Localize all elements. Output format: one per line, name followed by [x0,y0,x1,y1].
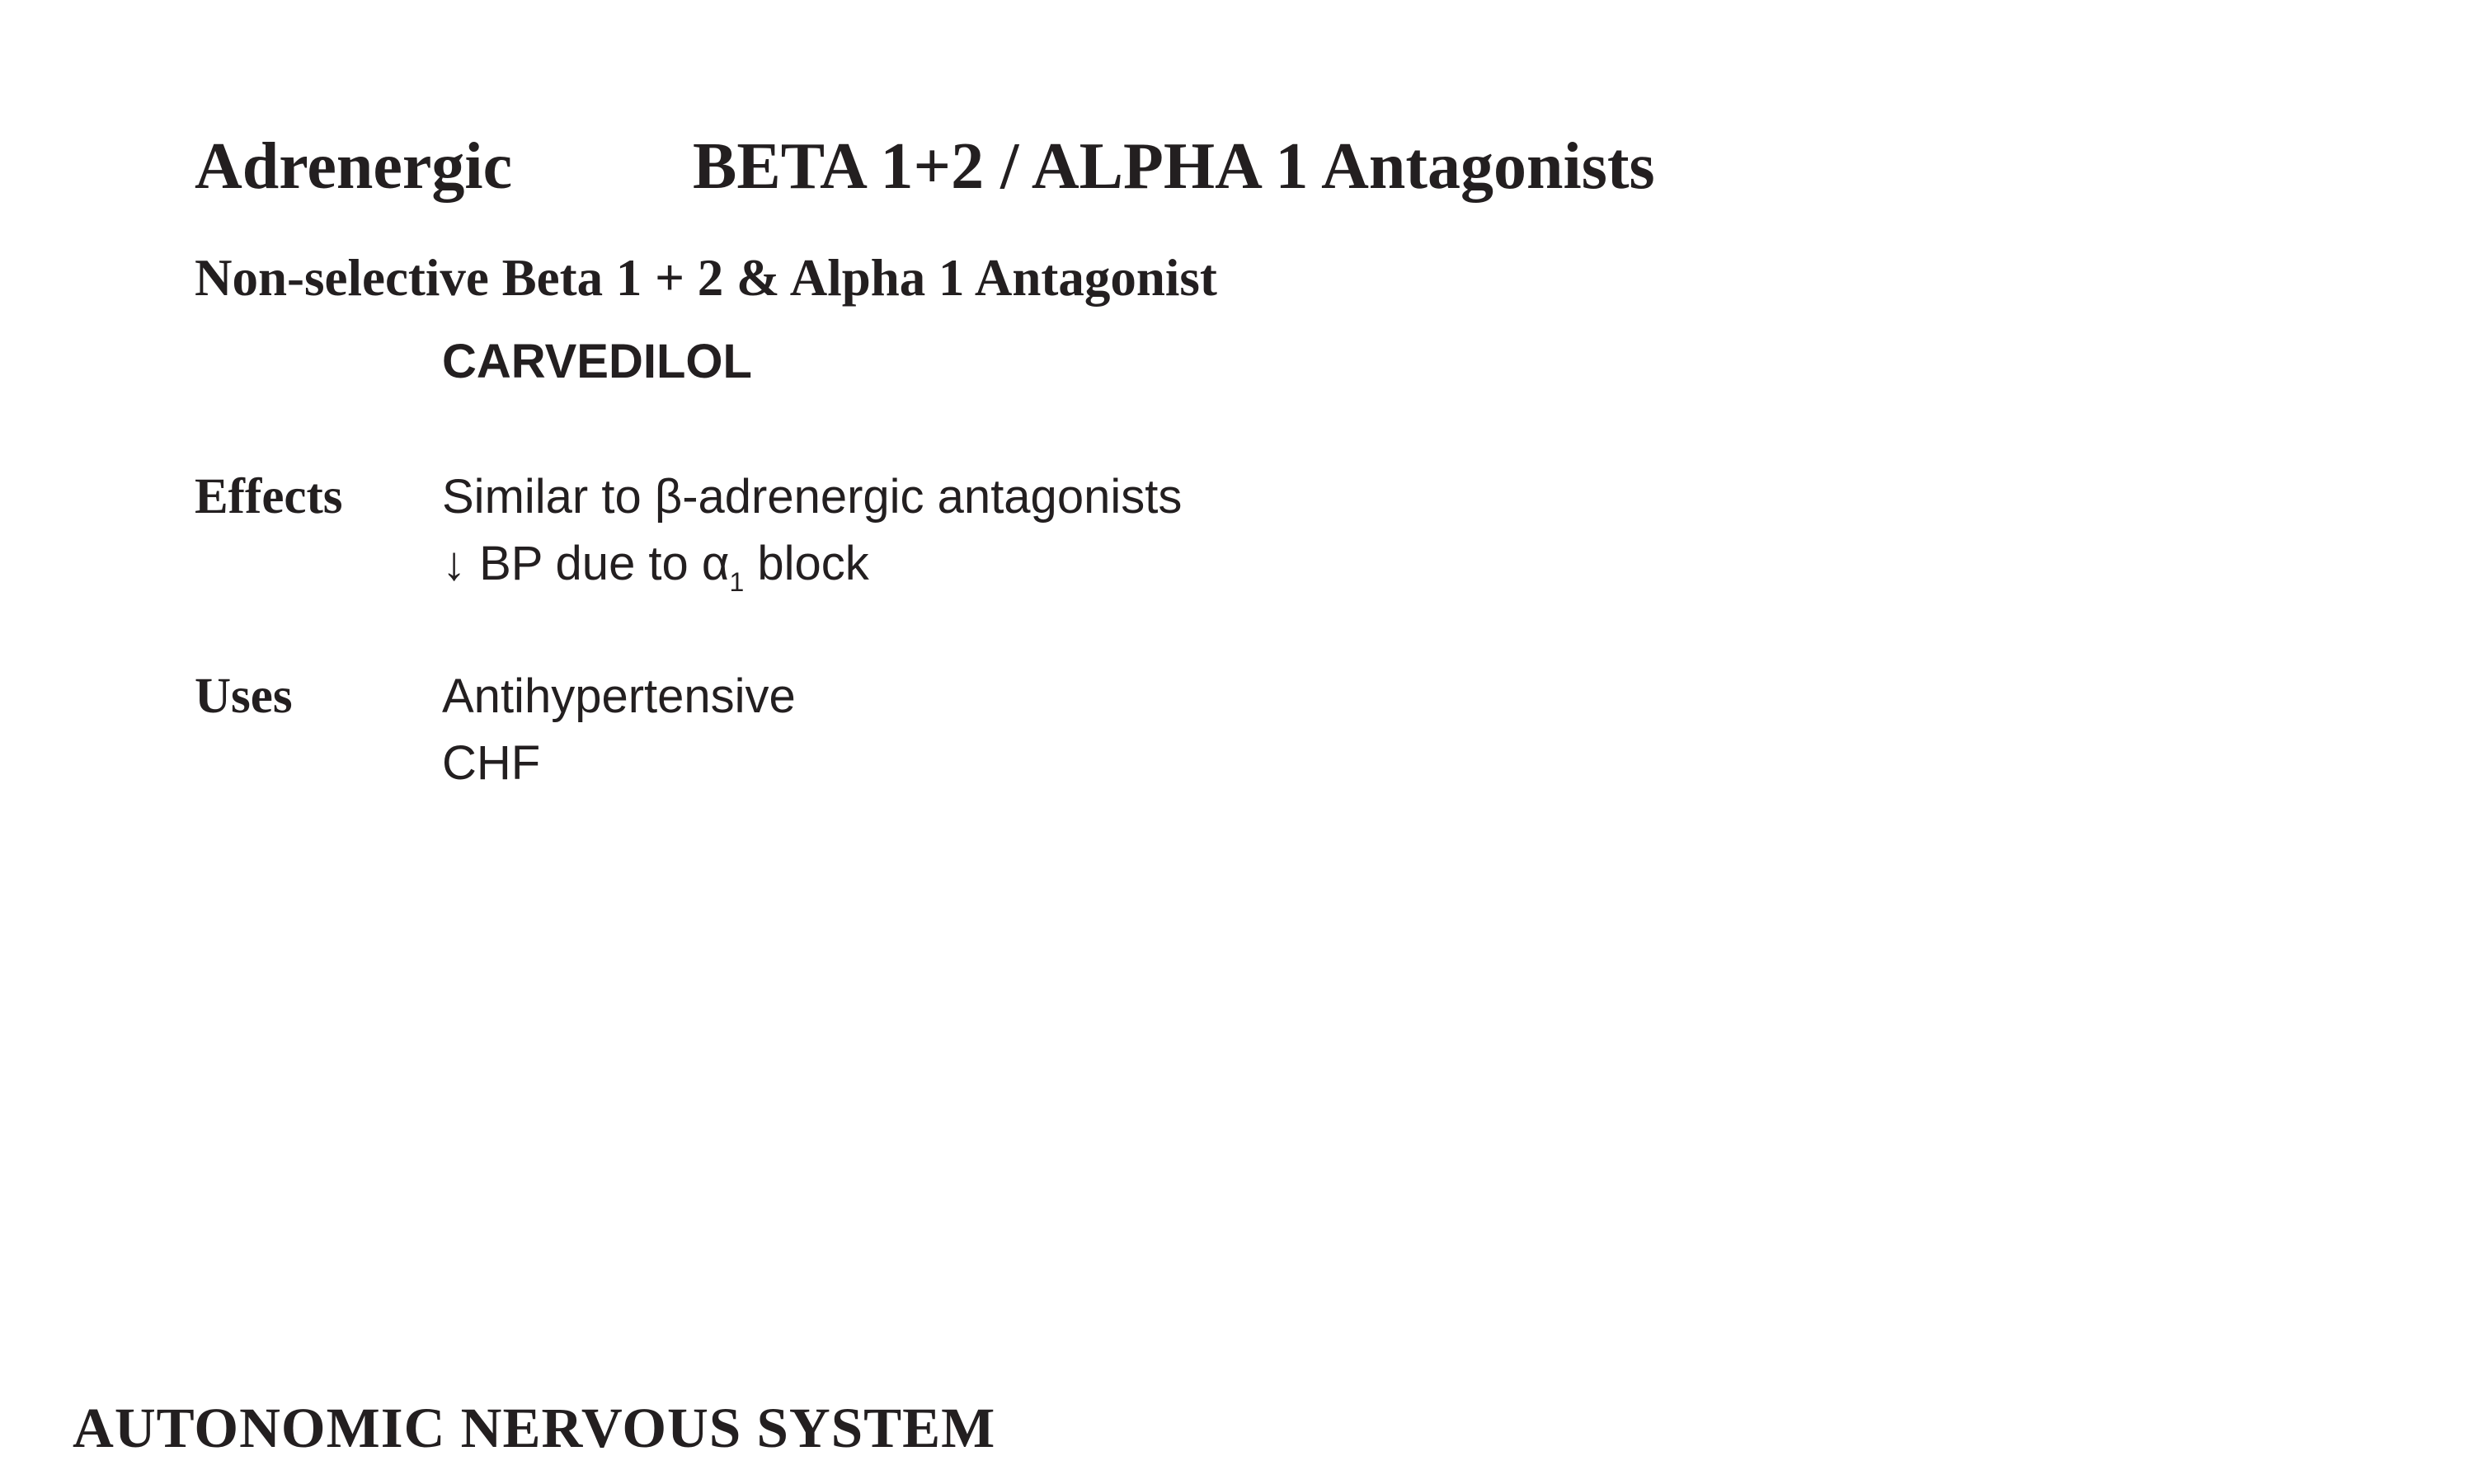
page-title: BETA 1+2 / ALPHA 1 Antagonists [693,130,1655,203]
header-category: Adrenergic [195,130,513,203]
effects-label: Effects [195,469,343,524]
effects-item-bp [442,530,1182,604]
effects-list [442,463,1182,604]
uses-list [442,663,796,796]
bp-text-suffix: block [744,537,869,590]
uses-item: CHF [442,736,541,790]
footer-section-title: AUTONOMIC NERVOUS SYSTEM [73,1397,996,1459]
effects-item: Similar to β-adrenergic antagonists [442,470,1183,524]
alpha-subscript: 1 [729,567,745,597]
uses-label: Uses [195,669,293,724]
bp-text-prefix: ↓ BP due to α [442,537,730,590]
uses-item: Antihypertensive [442,669,796,723]
drug-name: CARVEDILOL [442,335,752,388]
drug-class-subtitle: Non-selective Beta 1 + 2 & Alpha 1 Antagonist [195,249,1217,307]
